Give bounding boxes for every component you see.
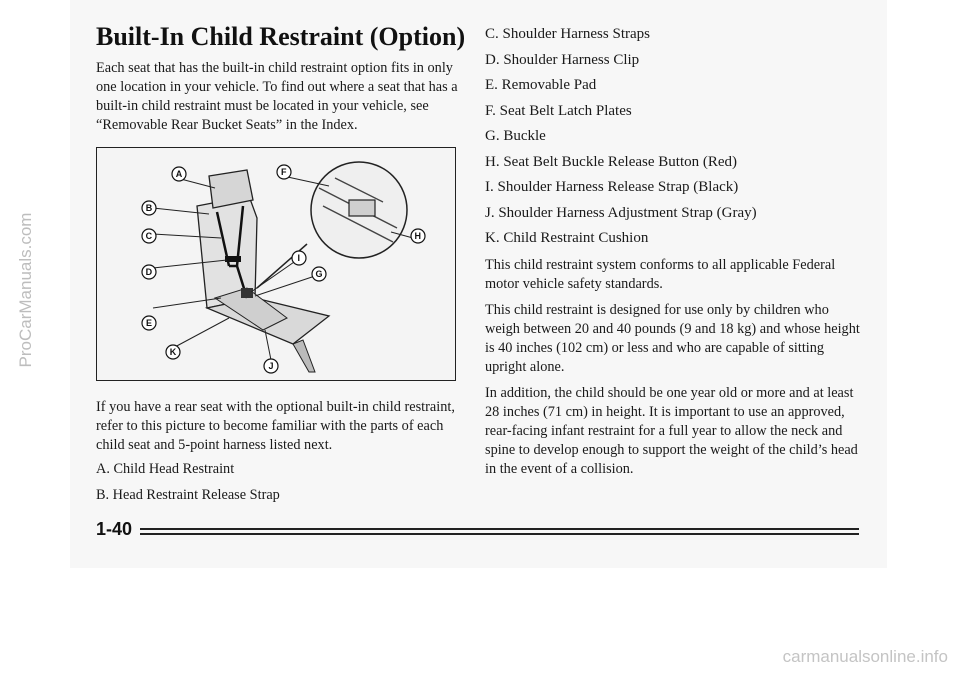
part-list-item-k: K. Child Restraint Cushion [485, 230, 649, 246]
parts-list [485, 25, 865, 255]
svg-text:F: F [281, 167, 287, 177]
callout-h-icon [411, 229, 425, 243]
part-list-item-e: E. Removable Pad [485, 77, 597, 93]
part-list-item-g: G. Buckle [485, 128, 546, 144]
svg-text:K: K [169, 347, 177, 357]
footer-rule-bottom [140, 533, 859, 535]
svg-text:G: G [315, 269, 323, 279]
standards-paragraph: This child restraint system conforms to all applicable Federal motor vehicle safety standards. [485, 257, 836, 292]
part-list-item-a: A. Child Head Restraint [96, 461, 235, 477]
footer-watermark: carmanualsonline.info [782, 647, 948, 666]
callout-i-icon [292, 251, 306, 265]
part-list-item-b: B. Head Restraint Release Strap [96, 487, 280, 503]
part-list-item-d: D. Shoulder Harness Clip [485, 51, 640, 68]
callout-d-icon [142, 265, 156, 279]
age-paragraph: In addition, the child should be one year old or more and at least 28 inches (71 cm) in height. It is important to use an approved, rear-facing infant restraint for a full year to allow the neck and spine to develop enough to support the weight of the child’s head in the event of a collision. [485, 385, 858, 477]
svg-text:B: B [145, 203, 153, 213]
part-list-item-i: I. Shoulder Harness Release Strap (Black) [485, 179, 739, 195]
page-number: 1-40 [96, 519, 133, 539]
callout-f-icon [277, 165, 291, 179]
svg-text:D: D [145, 267, 153, 277]
svg-text:I: I [297, 253, 301, 263]
svg-text:H: H [414, 231, 421, 241]
footer-rule-top [140, 528, 859, 530]
safety-paragraphs [485, 256, 863, 486]
svg-text:C: C [145, 231, 153, 241]
callout-c-icon [142, 229, 156, 243]
svg-text:J: J [268, 361, 274, 371]
part-list-item-c: C. Shoulder Harness Straps [485, 26, 650, 42]
page-title: Built-In Child Restraint (Option) [96, 22, 466, 51]
seat-illustration [97, 148, 457, 382]
figure-description: If you have a rear seat with the optional built-in child restraint, refer to this picture to become familiar with the parts of each child seat and 5-point harness listed next. [96, 399, 455, 453]
callout-k-icon [166, 345, 180, 359]
callout-b-icon [142, 201, 156, 215]
part-list-item-f: F. Seat Belt Latch Plates [485, 102, 632, 119]
callout-g-icon [312, 267, 326, 281]
part-list-item-j: J. Shoulder Harness Adjustment Strap (Gray) [485, 204, 757, 221]
callout-a-icon [172, 167, 186, 181]
svg-text:A: A [175, 169, 183, 179]
side-watermark: ProCarManuals.com [16, 212, 35, 368]
child-restraint-figure [96, 147, 456, 381]
callout-e-icon [142, 316, 156, 330]
callout-j-icon [264, 359, 278, 373]
part-list-item-h: H. Seat Belt Buckle Release Button (Red) [485, 153, 738, 170]
svg-text:E: E [146, 318, 153, 328]
intro-paragraph: Each seat that has the built-in child restraint option fits in only one location in your vehicle. To find out where a seat that has a built-in child restraint must be located in your vehicle, see “Removable Rear Bucket Seats” in the Index. [96, 60, 458, 133]
weight-height-paragraph: This child restraint is designed for use only by children who weigh between 20 and 40 pounds (9 and 18 kg) and whose height is 40 inches (102 cm) or less and who are capable of sitting upright alone. [485, 302, 860, 375]
